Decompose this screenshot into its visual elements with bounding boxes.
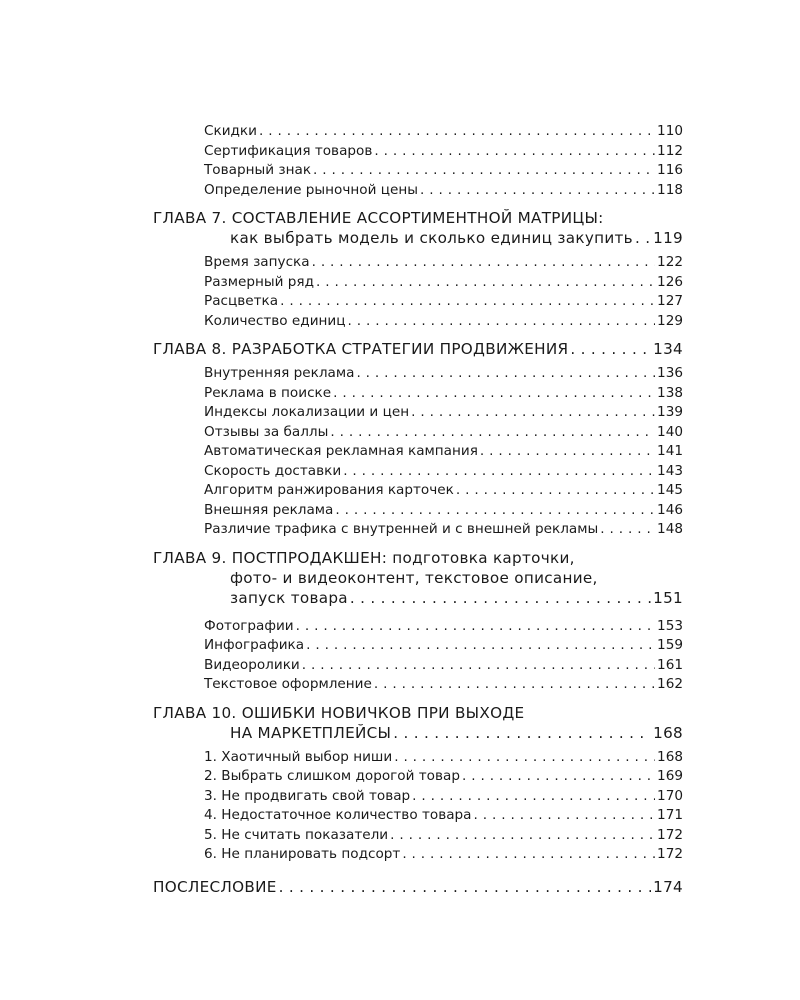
toc-leader-dots (570, 339, 651, 359)
toc-afterword[interactable] (153, 877, 683, 897)
toc-entry-page: 122 (657, 254, 683, 270)
toc-entry[interactable] (204, 826, 683, 846)
toc-entry-label: Время запуска (204, 254, 310, 270)
chapter-title-row (153, 339, 683, 359)
toc-entry[interactable] (204, 767, 683, 787)
toc-entry-label: Внутренняя реклама (204, 365, 355, 381)
chapter-title-row (153, 877, 683, 897)
toc-chapter-7[interactable] (153, 208, 683, 248)
toc-entry-label: Текстовое оформление (204, 676, 372, 692)
toc-entry-label: Скидки (204, 123, 257, 139)
toc-entry[interactable] (204, 617, 683, 637)
toc-entry-page: 148 (657, 521, 683, 537)
toc-entry-label: 6. Не планировать подсорт (204, 846, 401, 862)
toc-leader-dots (374, 675, 655, 695)
toc-leader-dots (600, 520, 655, 540)
toc-entry[interactable] (204, 273, 683, 293)
toc-entry-page: 129 (657, 312, 683, 329)
toc-section-items (153, 748, 683, 865)
toc-entry-page: 138 (657, 384, 683, 401)
toc-entry[interactable] (204, 181, 683, 201)
toc-entry[interactable] (204, 442, 683, 462)
toc-leader-dots (296, 617, 655, 637)
toc-entry-page: 112 (657, 142, 683, 159)
toc-entry-label: Количество единиц (204, 312, 346, 329)
chapter-title: ГЛАВА 7. СОСТАВЛЕНИЕ АССОРТИМЕНТНОЙ МАТРИЦЫ: (153, 209, 604, 227)
toc-chapter-8[interactable] (153, 339, 683, 359)
toc-entry-label: Отзывы за баллы (204, 423, 329, 440)
chapter-page: 168 (653, 723, 683, 742)
chapter-title: ГЛАВА 8. РАЗРАБОТКА СТРАТЕГИИ ПРОДВИЖЕНИЯ (153, 340, 569, 358)
toc-leader-dots (456, 481, 655, 501)
toc-entry[interactable] (204, 806, 683, 826)
toc-leader-dots (480, 442, 655, 462)
toc-entry-page: 169 (657, 768, 683, 784)
toc-entry[interactable] (204, 748, 683, 768)
toc-entry[interactable] (204, 462, 683, 482)
toc-leader-dots (279, 877, 651, 897)
toc-entry-page: 168 (657, 748, 683, 765)
toc-entry[interactable] (204, 787, 683, 807)
chapter-title-continuation (153, 588, 683, 608)
toc-entry-label: 4. Недостаточное количество товара (204, 807, 472, 823)
chapter-title: ГЛАВА 10. ОШИБКИ НОВИЧКОВ ПРИ ВЫХОДЕ (153, 703, 525, 722)
toc-entry-label: Скорость доставки (204, 462, 342, 479)
toc-leader-dots (302, 656, 655, 676)
toc-leader-dots (462, 767, 655, 787)
chapter-page: 151 (653, 588, 683, 607)
toc-entry[interactable] (204, 384, 683, 404)
chapter-subtitle: запуск товара (230, 588, 348, 607)
toc-entry-page: 126 (657, 273, 683, 290)
toc-entry-page: 159 (657, 637, 683, 653)
toc-entry-page: 118 (657, 181, 683, 198)
toc-leader-dots (316, 273, 655, 293)
toc-leader-dots (394, 748, 655, 768)
toc-entry-label: Индексы локализации и цен (204, 404, 410, 420)
toc-entry[interactable] (204, 481, 683, 501)
chapter-page: 174 (653, 877, 683, 896)
toc-leader-dots (635, 228, 651, 248)
toc-leader-dots (411, 403, 655, 423)
chapter-title-continuation: фото- и видеоконтент, текстовое описание, (230, 568, 598, 587)
chapter-subtitle: как выбрать модель и сколько единиц закупить (230, 229, 633, 247)
toc-entry-page: 140 (657, 423, 683, 440)
toc-section-items (153, 253, 683, 331)
toc-entry-page: 172 (657, 826, 683, 843)
toc-entry[interactable] (204, 423, 683, 443)
toc-entry[interactable] (204, 122, 683, 142)
toc-entry-label: 1. Хаотичный выбор ниши (204, 748, 393, 765)
toc-entry-page: 161 (657, 656, 683, 673)
toc-entry-page: 153 (657, 617, 683, 634)
toc-entry-page: 162 (657, 676, 683, 692)
chapter-subtitle: НА МАРКЕТПЛЕЙСЫ (230, 723, 392, 742)
table-of-contents (153, 122, 683, 897)
toc-entry-label: Товарный знак (204, 162, 312, 178)
toc-entry[interactable] (204, 312, 683, 332)
toc-leader-dots (312, 253, 655, 273)
toc-entry-page: 171 (657, 807, 683, 823)
toc-entry[interactable] (204, 675, 683, 695)
toc-section-items (153, 122, 683, 200)
toc-leader-dots (259, 122, 655, 142)
toc-entry-label: Инфографика (204, 637, 305, 653)
toc-entry-page: 110 (657, 123, 683, 139)
toc-leader-dots (390, 826, 655, 846)
toc-chapter-9[interactable] (153, 548, 683, 608)
toc-entry-label: 3. Не продвигать свой товар (204, 787, 411, 804)
toc-leader-dots (313, 161, 655, 181)
toc-entry-page: 136 (657, 365, 683, 381)
toc-entry[interactable] (204, 520, 683, 540)
toc-leader-dots (330, 423, 655, 443)
toc-entry[interactable] (204, 636, 683, 656)
toc-leader-dots (374, 142, 655, 162)
toc-entry-page: 172 (657, 846, 683, 862)
toc-entry[interactable] (204, 501, 683, 521)
toc-leader-dots (348, 312, 656, 332)
toc-leader-dots (335, 501, 655, 521)
toc-entry[interactable] (204, 364, 683, 384)
toc-leader-dots (343, 462, 655, 482)
toc-leader-dots (412, 787, 655, 807)
toc-leader-dots (474, 806, 656, 826)
toc-entry[interactable] (204, 403, 683, 423)
toc-entry-label: Алгоритм ранжирования карточек (204, 482, 454, 498)
toc-entry-label: Сертификация товаров (204, 142, 373, 159)
toc-entry[interactable] (204, 253, 683, 273)
toc-entry-page: 116 (657, 162, 683, 178)
toc-entry-label: Автоматическая рекламная кампания (204, 443, 478, 459)
toc-entry-page: 141 (657, 443, 683, 459)
toc-entry[interactable] (204, 845, 683, 865)
toc-leader-dots (402, 845, 655, 865)
toc-entry-label: Фотографии (204, 617, 294, 634)
chapter-page: 134 (653, 340, 683, 358)
toc-entry-page: 170 (657, 787, 683, 804)
toc-chapter-10[interactable] (153, 703, 683, 743)
toc-entry[interactable] (204, 142, 683, 162)
toc-leader-dots (280, 292, 655, 312)
toc-entry-label: Размерный ряд (204, 273, 314, 290)
toc-entry-label: Различие трафика с внутренней и с внешней рекламы (204, 521, 599, 537)
toc-entry-label: Реклама в поиске (204, 384, 332, 401)
toc-entry-label: Видеоролики (204, 656, 300, 673)
chapter-title-continuation (153, 228, 683, 248)
toc-leader-dots (350, 588, 651, 608)
toc-entry-page: 139 (657, 404, 683, 420)
toc-leader-dots (393, 723, 651, 743)
toc-leader-dots (356, 364, 655, 384)
toc-entry-page: 127 (657, 293, 683, 309)
toc-entry-page: 146 (657, 501, 683, 518)
toc-entry-page: 143 (657, 462, 683, 479)
toc-section-items (153, 364, 683, 540)
toc-section-items (153, 617, 683, 695)
chapter-page: 119 (653, 229, 683, 247)
chapter-title: ПОСЛЕСЛОВИЕ (153, 877, 277, 896)
toc-entry-page: 145 (657, 482, 683, 498)
toc-leader-dots (333, 384, 655, 404)
toc-leader-dots (420, 181, 655, 201)
toc-entry[interactable] (204, 656, 683, 676)
toc-entry-label: Внешняя реклама (204, 501, 334, 518)
chapter-title: ГЛАВА 9. ПОСТПРОДАКШЕН: подготовка карточки, (153, 548, 575, 567)
toc-entry[interactable] (204, 292, 683, 312)
toc-entry[interactable] (204, 161, 683, 181)
toc-leader-dots (306, 636, 655, 656)
toc-entry-label: 5. Не считать показатели (204, 826, 389, 843)
toc-entry-label: Определение рыночной цены (204, 181, 418, 198)
toc-entry-label: Расцветка (204, 293, 279, 309)
chapter-title-continuation (153, 723, 683, 743)
toc-entry-label: 2. Выбрать слишком дорогой товар (204, 768, 460, 784)
